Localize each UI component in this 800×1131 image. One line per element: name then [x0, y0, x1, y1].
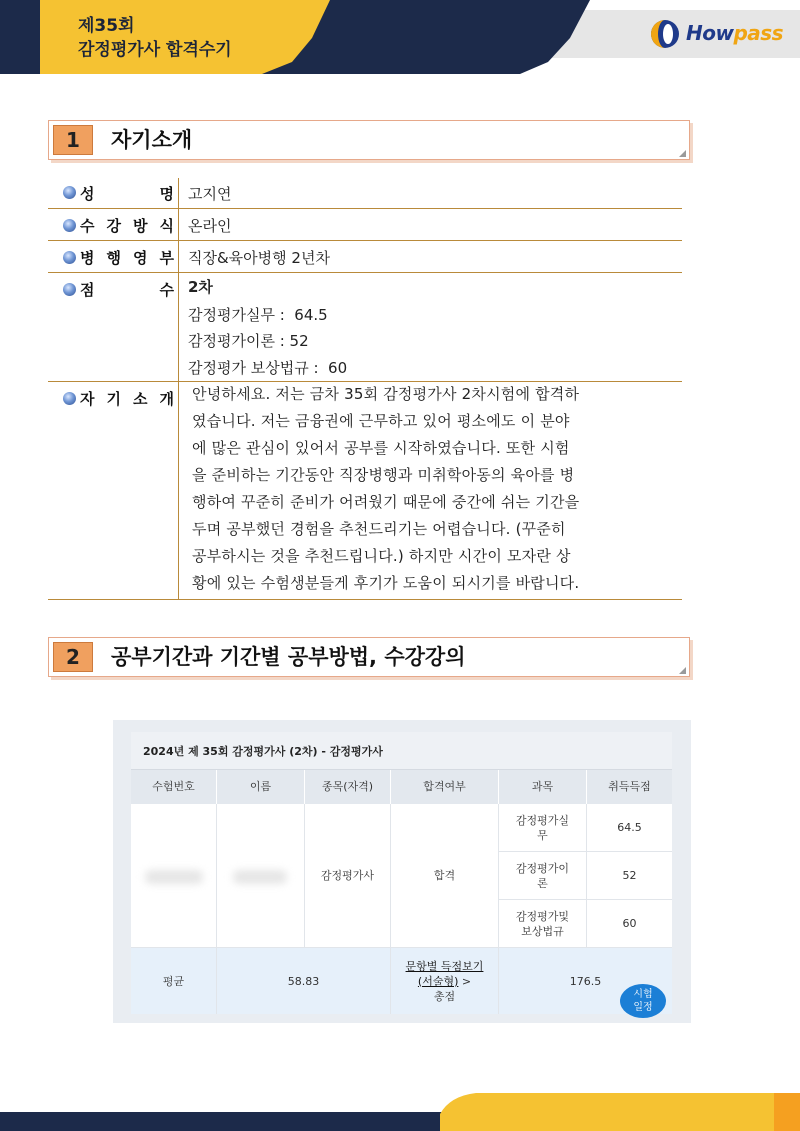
blurred-text: [145, 870, 203, 884]
label-char: 기: [106, 390, 121, 408]
detail-link-row[interactable]: [418, 974, 471, 989]
score-line: 감정평가 보상법규 : 60: [188, 359, 348, 377]
cell-subject: [499, 852, 587, 900]
header-white-strip: [0, 74, 800, 78]
intro-line: 행하여 꾸준히 준비가 어려웠기 때문에 중간에 쉬는 기간을: [192, 493, 580, 511]
profile-row-intro: [48, 382, 682, 600]
col-header-name: 이름: [217, 770, 305, 804]
label-char: 부: [159, 249, 174, 267]
label-char: 점: [80, 281, 95, 299]
cell-subject-score: 60: [587, 900, 672, 948]
cell-name: [217, 804, 305, 948]
value-work: 직장&육아병행 2년차: [188, 249, 330, 267]
header-title: [78, 14, 232, 62]
profile-label-cell: [48, 273, 179, 381]
detail-link-text[interactable]: (서술형): [417, 974, 459, 988]
subject-name-line: 무: [537, 828, 548, 842]
footer-banner-shapes: [0, 1090, 800, 1131]
page-header: [0, 0, 800, 78]
intro-line: 안녕하세요. 저는 금차 35회 감정평가사 2차시험에 합격하: [192, 385, 580, 403]
score-line: 감정평가이론 : 52: [188, 332, 309, 350]
howpass-logo[interactable]: [648, 18, 788, 50]
profile-label-cell: [48, 382, 179, 599]
profile-row-score: [48, 273, 682, 382]
cell-subject-score: 52: [587, 852, 672, 900]
label-char: 자: [80, 390, 95, 408]
logo-how: How: [686, 21, 734, 45]
section-2-number: 2: [53, 642, 93, 672]
subject-name-line: 감정평가및: [515, 909, 570, 923]
score-line: 감정평가실무 : 64.5: [188, 306, 328, 324]
subject-name-line: 감정평가이: [515, 861, 570, 875]
total-label: 총점: [433, 989, 456, 1003]
cell-total-score: 176.5: [499, 948, 672, 1014]
footer-yellow-shape: [440, 1093, 774, 1131]
exam-result-screenshot: [113, 720, 691, 1023]
header-title-line2: 감정평가사 합격수기: [78, 40, 232, 60]
exam-result-header: [131, 732, 672, 770]
label-char: 병: [80, 249, 95, 267]
label-char: 강: [106, 217, 121, 235]
label-char: 수: [159, 281, 174, 299]
howpass-logo-mark-icon: [648, 18, 682, 50]
profile-label-cell: [48, 209, 179, 240]
col-header-exam-number: 수험번호: [131, 770, 217, 804]
profile-label-cell: [48, 241, 179, 272]
label-char: 방: [133, 217, 148, 235]
blurred-text: [233, 870, 287, 884]
intro-line: 두며 공부했던 경험을 추천드리기는 어렵습니다. (꾸준히: [192, 520, 566, 538]
logo-pass: pass: [733, 21, 784, 45]
section-2-title: 공부기간과 기간별 공부방법, 수강강의: [111, 645, 466, 669]
intro-line: 을 준비하는 기간동안 직장병행과 미취학아동의 육아를 병: [192, 466, 575, 484]
schedule-label-line[interactable]: 일정: [633, 1002, 653, 1013]
cell-average-label: 평균: [131, 948, 217, 1014]
label-char: 식: [159, 217, 174, 235]
schedule-label-line[interactable]: 시험: [633, 989, 653, 1000]
bullet-icon: [63, 251, 76, 264]
profile-row-name: [48, 178, 682, 209]
label-char: 소: [133, 390, 148, 408]
bullet-icon: [63, 219, 76, 232]
value-name: 고지연: [188, 185, 232, 203]
value-score-round: 2차: [188, 278, 213, 296]
subject-name-line: 보상법규: [521, 924, 564, 938]
bullet-icon: [63, 186, 76, 199]
label-name: [80, 183, 174, 204]
label-char: 수: [80, 217, 95, 235]
exam-result-title: 2024년 제 35회 감정평가사 (2차) - 감정평가사: [143, 745, 383, 758]
section-1-title: 자기소개: [111, 128, 193, 152]
subject-name-line: 론: [537, 876, 548, 890]
label-mode: [80, 215, 174, 236]
profile-row-mode: [48, 209, 682, 241]
label-work: [80, 247, 174, 268]
chevron-right-icon[interactable]: >: [461, 974, 472, 988]
label-char: 명: [159, 185, 174, 203]
bullet-icon: [63, 392, 76, 405]
profile-label-cell: [48, 178, 179, 208]
profile-row-work: [48, 241, 682, 273]
section-1-heading: [48, 120, 690, 160]
section-1-number: 1: [53, 125, 93, 155]
cell-average-value: 58.83: [217, 948, 391, 1014]
exam-schedule-button[interactable]: [620, 984, 666, 1018]
subject-name-line: 감정평가실: [515, 813, 570, 827]
cell-exam-number: [131, 804, 217, 948]
intro-line: 였습니다. 저는 금융권에 근무하고 있어 평소에도 이 분야: [192, 412, 570, 430]
col-header-subject: 과목: [499, 770, 587, 804]
label-score: [80, 279, 174, 300]
howpass-logo-text: [686, 21, 783, 45]
label-char: 개: [159, 390, 174, 408]
page-footer: [0, 1090, 800, 1131]
label-char: 영: [133, 249, 148, 267]
cell-subject: [499, 900, 587, 948]
section-2-heading: [48, 637, 690, 677]
cell-detail-link[interactable]: [391, 948, 499, 1014]
col-header-score: 취득득점: [587, 770, 672, 804]
cell-pass-status: 합격: [391, 804, 499, 948]
bullet-icon: [63, 283, 76, 296]
detail-link-text[interactable]: 문항별 득점보기: [405, 959, 484, 973]
header-title-line1: 제35회: [78, 16, 135, 36]
footer-orange-block: [774, 1093, 800, 1131]
col-header-pass: 합격여부: [391, 770, 499, 804]
corner-triangle-icon: [679, 667, 686, 674]
col-header-qualification: 종목(자격): [305, 770, 391, 804]
cell-qualification: 감정평가사: [305, 804, 391, 948]
corner-triangle-icon: [679, 150, 686, 157]
label-char: 행: [106, 249, 121, 267]
intro-line: 에 많은 관심이 있어서 공부를 시작하였습니다. 또한 시험: [192, 439, 570, 457]
label-intro: [80, 388, 174, 409]
exam-result-panel: [131, 732, 672, 1014]
intro-line: 공부하시는 것을 추천드립니다.) 하지만 시간이 모자란 상: [192, 547, 571, 565]
label-char: 성: [80, 185, 95, 203]
cell-subject-score: 64.5: [587, 804, 672, 852]
intro-line: 황에 있는 수험생분들게 후기가 도움이 되시기를 바랍니다.: [192, 574, 580, 592]
cell-subject: [499, 804, 587, 852]
value-mode: 온라인: [188, 217, 232, 235]
